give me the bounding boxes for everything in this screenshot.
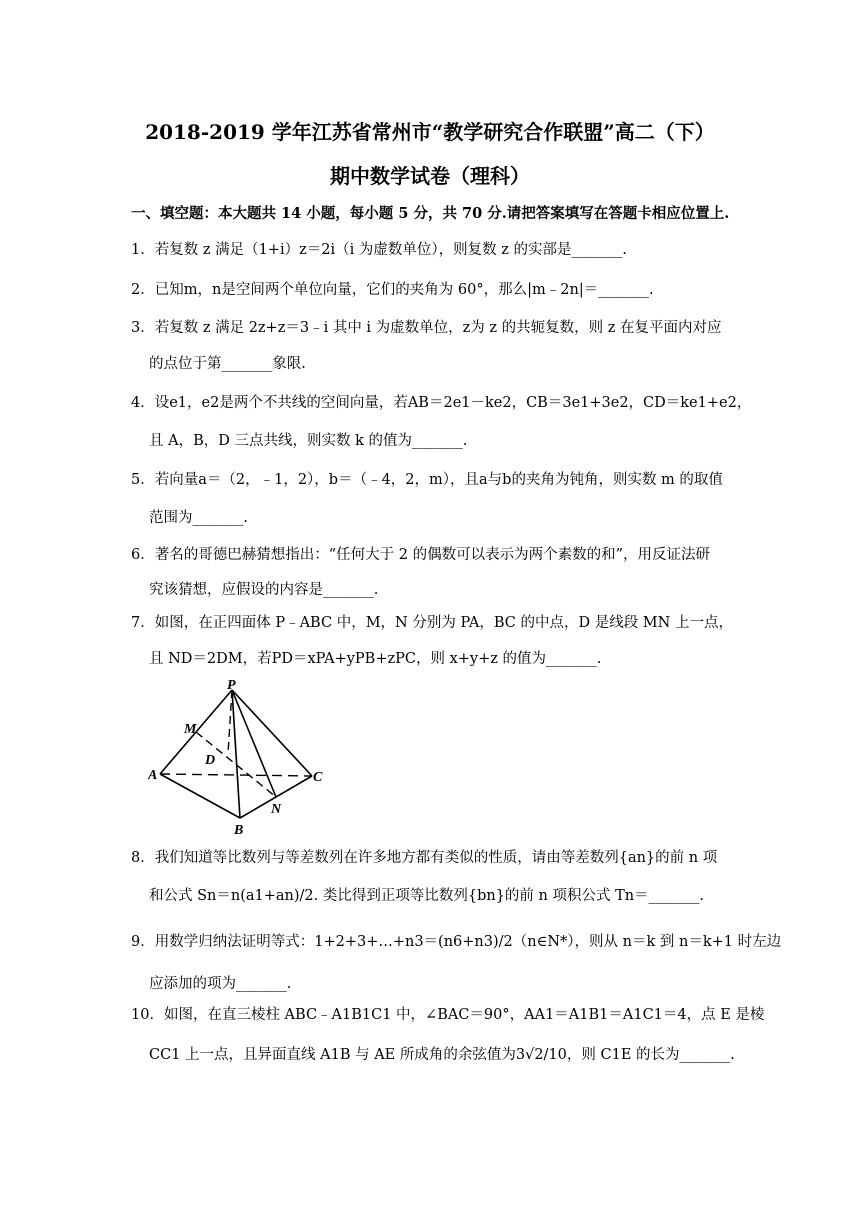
question-7-line2: 且 ND＝2DM，若PD＝xPA+yPB+zPC，则 x+y+z 的值为_______. <box>149 651 602 667</box>
label-P: P <box>227 680 236 693</box>
question-1: 1．若复数 z 满足（1+i）z＝2i（i 为虚数单位），则复数 z 的实部是_______. <box>131 242 627 258</box>
question-3-line1: 3．若复数 z 满足 2z+z＝3﹣i 其中 i 为虚数单位，z为 z 的共轭复数，则 z 在复平面内对应 <box>131 320 722 336</box>
exam-title-line2: 期中数学试卷（理科） <box>330 164 530 188</box>
question-2: 2．已知m，n是空间两个单位向量，它们的夹角为 60°，那么|m﹣2n|＝_______. <box>131 282 654 298</box>
exam-title-line1: 2018-2019 学年江苏省常州市“教学研究合作联盟”高二（下） <box>145 120 715 144</box>
question-3-line2: 的点位于第_______象限. <box>149 356 306 372</box>
label-C: C <box>313 770 323 785</box>
question-4-line2: 且 A，B，D 三点共线，则实数 k 的值为_______. <box>149 433 468 449</box>
edge-AC-hidden <box>160 774 312 776</box>
question-6-line2: 究该猜想，应假设的内容是_______. <box>149 582 379 598</box>
question-5-line2: 范围为_______. <box>149 510 248 526</box>
section-header: 一、填空题：本大题共 14 小题，每小题 5 分，共 70 分.请把答案填写在答题卡相应位置上. <box>131 205 730 222</box>
question-9-line2: 应添加的项为_______. <box>149 976 292 992</box>
label-N: N <box>271 802 282 817</box>
label-A: A <box>148 768 158 783</box>
segment-PD-hidden <box>228 690 232 754</box>
label-D: D <box>205 753 216 768</box>
edge-PC <box>232 690 312 776</box>
question-9-line1: 9．用数学归纳法证明等式：1+2+3+…+n3＝(n6+n3)/2（n∈N*），则从 n＝k 到 n＝k+1 时左边 <box>131 934 782 950</box>
question-8-line1: 8．我们知道等比数列与等差数列在许多地方都有类似的性质，请由等差数列{an}的前 n 项 <box>131 850 718 866</box>
question-8-line2: 和公式 Sn＝n(a1+an)/2. 类比得到正项等比数列{bn}的前 n 项积公式 Tn＝_______. <box>149 888 704 904</box>
question-5-line1: 5．若向量a＝（2，﹣1，2），b＝（﹣4，2，m），且a与b的夹角为钝角，则实数 m 的取值 <box>131 472 723 488</box>
edge-AB <box>160 774 240 818</box>
question-4-line1: 4．设e1，e2是两个不共线的空间向量，若AB＝2e1－ke2，CB＝3e1+3e2，CD＝ke1+e2， <box>131 395 752 411</box>
question-10-line1: 10．如图，在直三棱柱 ABC﹣A1B1C1 中，∠BAC＝90°，AA1＝A1B1＝A1C1＝4，点 E 是棱 <box>131 1007 765 1023</box>
edge-PB <box>232 690 240 818</box>
question-10-line2: CC1 上一点，且异面直线 A1B 与 AE 所成角的余弦值为3√2/10，则 C1E 的长为_______. <box>149 1047 735 1063</box>
label-B: B <box>234 823 244 838</box>
question-6-line1: 6．著名的哥德巴赫猜想指出：“任何大于 2 的偶数可以表示为两个素数的和”，用反证法研 <box>131 547 710 563</box>
segment-PN <box>232 690 276 797</box>
tetrahedron-figure <box>148 680 328 840</box>
label-M: M <box>184 722 197 737</box>
question-7-line1: 7．如图，在正四面体 P﹣ABC 中，M，N 分别为 PA，BC 的中点，D 是线段 MN 上一点， <box>131 615 733 631</box>
